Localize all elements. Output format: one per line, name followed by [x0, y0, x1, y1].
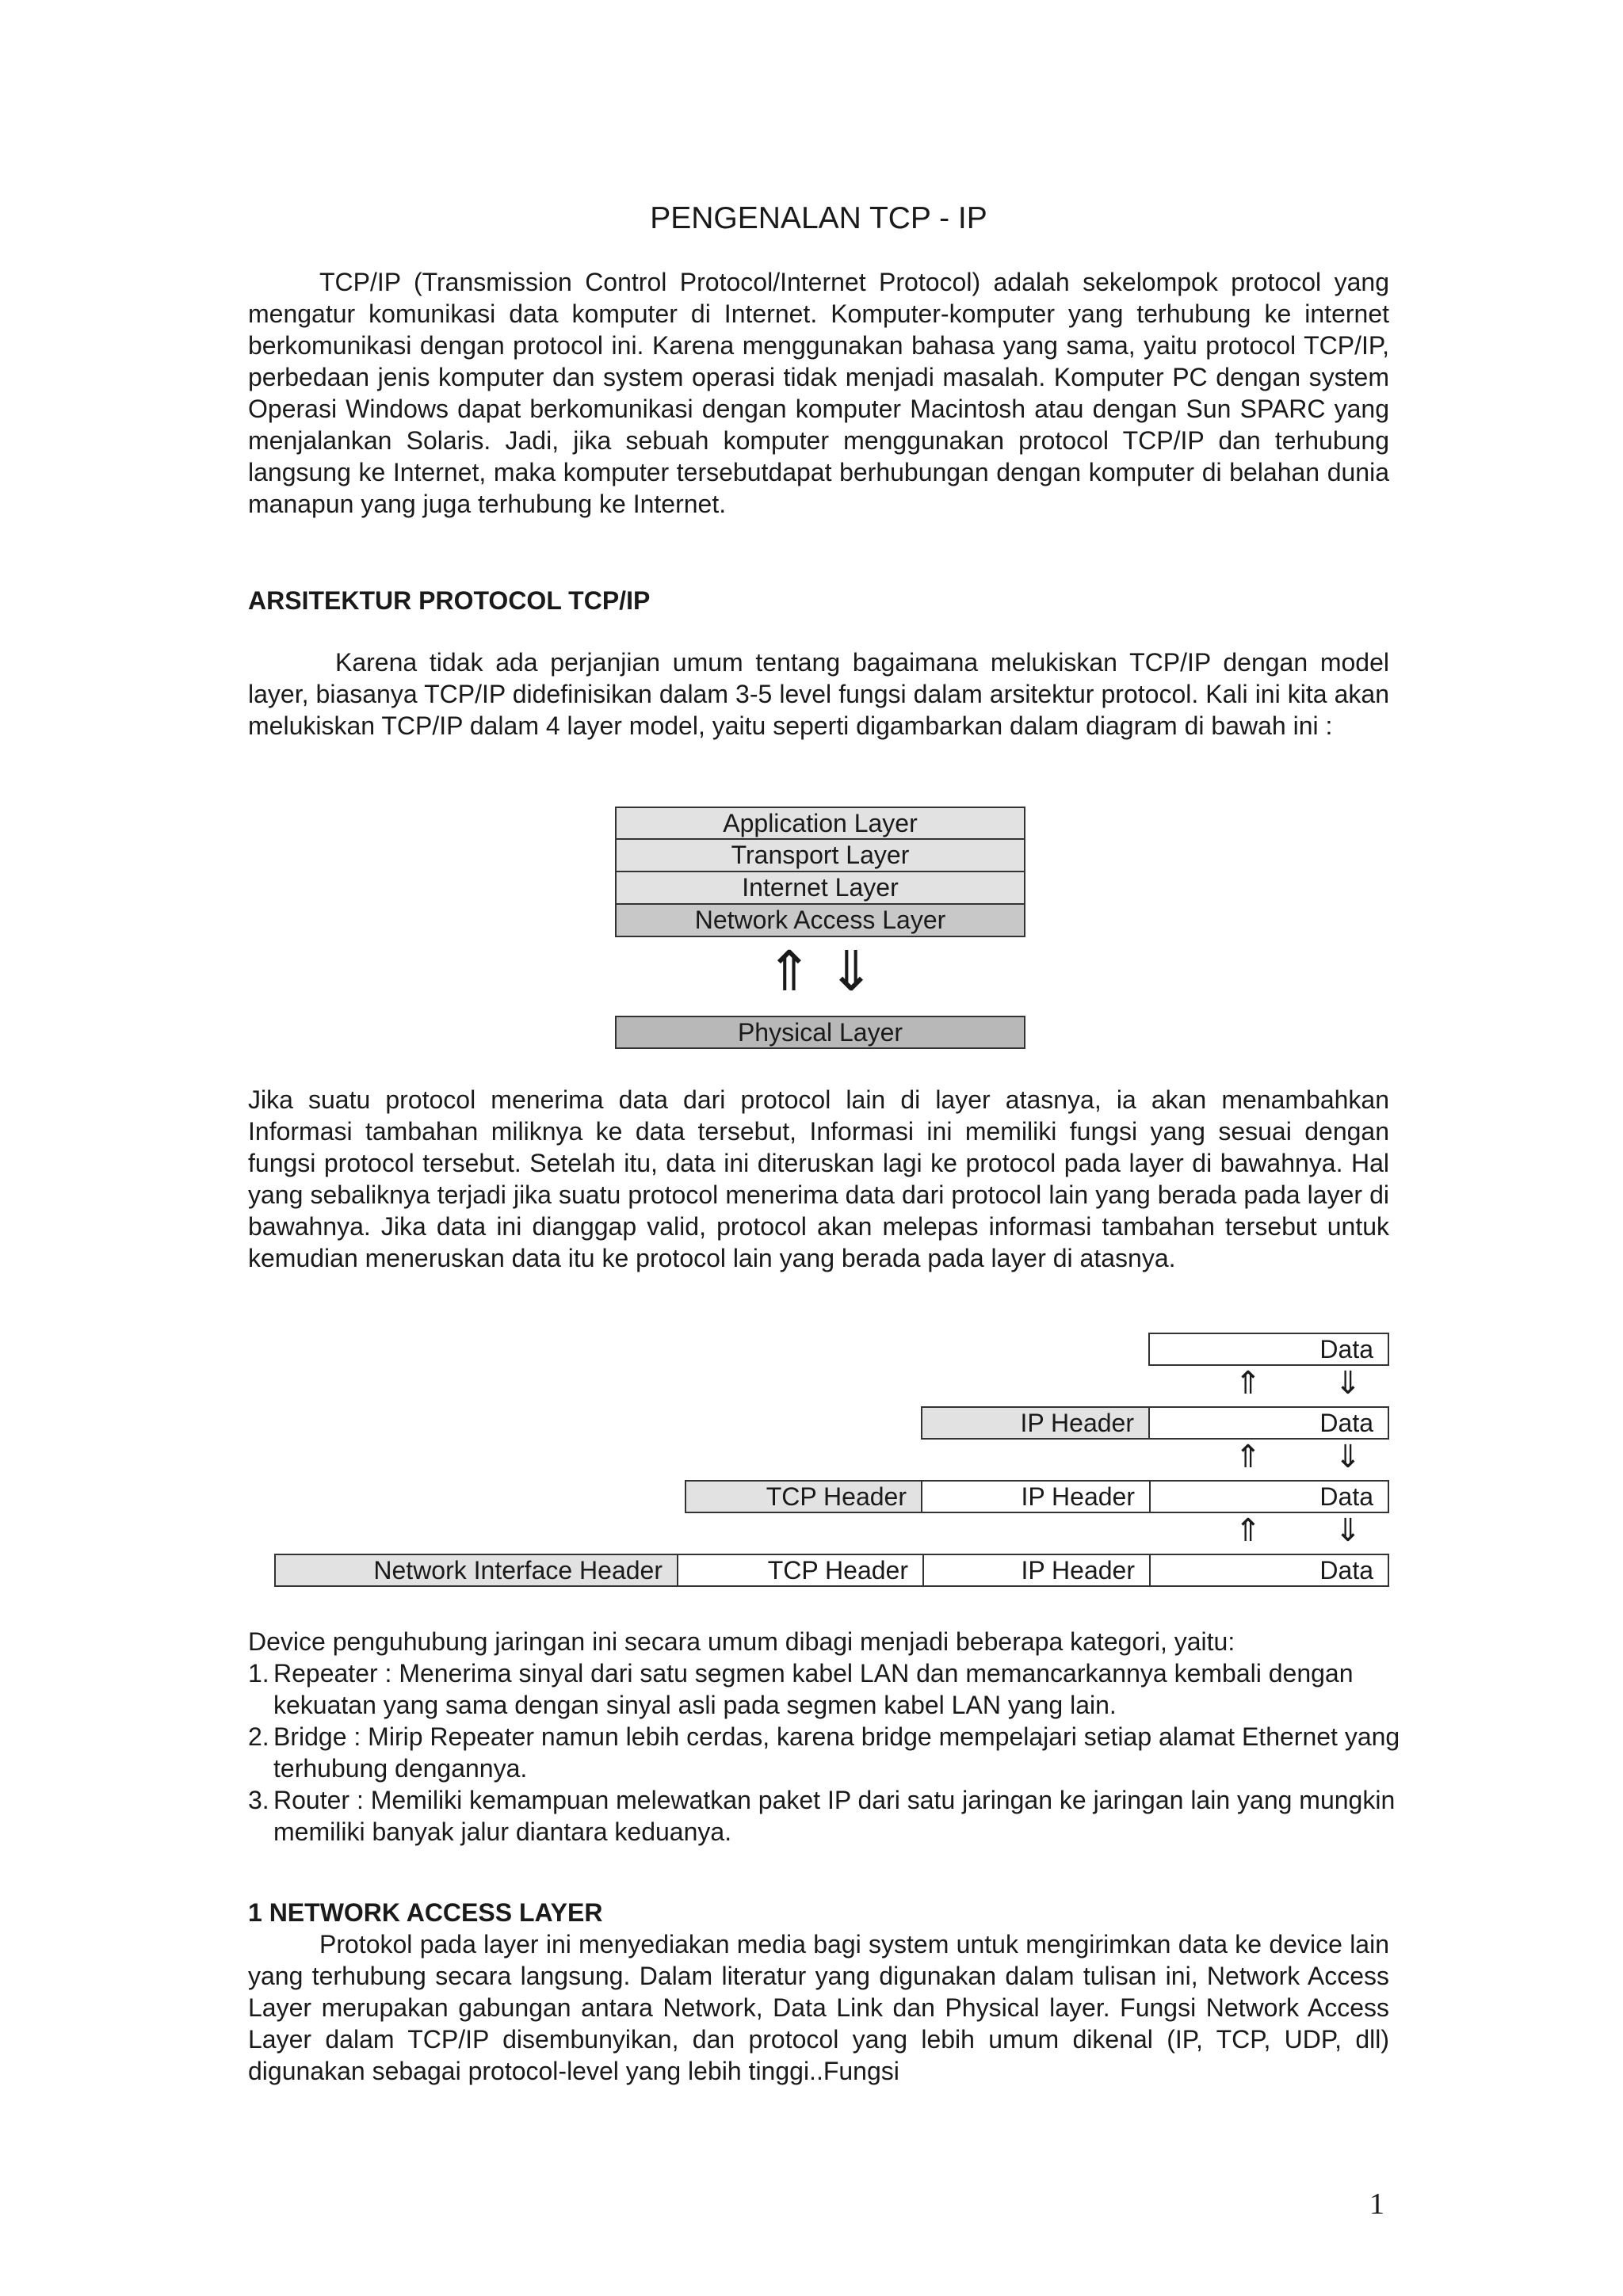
tcpip-layer-stack: [615, 807, 1025, 937]
network-interface-header-cell: Network Interface Header: [274, 1554, 678, 1587]
data-cell: Data: [1149, 1480, 1389, 1513]
ip-header-cell: IP Header: [922, 1554, 1151, 1587]
section-heading-architecture: ARSITEKTUR PROTOCOL TCP/IP: [248, 586, 651, 615]
tcp-header-cell: TCP Header: [685, 1480, 922, 1513]
list-number: 3.: [248, 1786, 269, 1814]
list-text: Repeater : Menerima sinyal dari satu segmen kabel LAN dan memancarkannya kembali dengan kekuatan yang sama dengan sinyal asli pada segmen kabel LAN yang lain.: [273, 1659, 1354, 1719]
tcp-header-cell: TCP Header: [677, 1554, 924, 1587]
arrow-down-icon: ⇓: [1335, 1366, 1361, 1401]
application-layer-box: Application Layer: [615, 807, 1025, 840]
page-number: 1: [1369, 2187, 1384, 2221]
physical-layer-box: Physical Layer: [615, 1016, 1025, 1049]
internet-layer-box: Internet Layer: [615, 872, 1025, 905]
ip-header-cell: IP Header: [921, 1406, 1150, 1440]
intro-paragraph: TCP/IP (Transmission Control Protocol/Internet Protocol) adalah sekelompok protocol yang mengatur komunikasi data komputer di Internet. Komputer-komputer yang terhubung ke internet berkomunikasi dengan protocol ini. Karena menggunakan bahasa yang sama, yaitu protocol TCP/IP, perbedaan jenis komputer dan system operasi tidak menjadi masalah. Komputer PC dengan system Operasi Windows dapat berkomunikasi dengan komputer Macintosh atau dengan Sun SPARC yang menjalankan Solaris. Jadi, jika sebuah komputer menggunakan protocol TCP/IP dan terhubung langsung ke Internet, maka komputer tersebutdapat berhubungan dengan komputer di belahan dunia manapun yang juga terhubung ke Internet.: [248, 268, 1389, 518]
encapsulation-paragraph: Jika suatu protocol menerima data dari protocol lain di layer atasnya, ia akan menambahkan Informasi tambahan miliknya ke data tersebut, Informasi ini memiliki fungsi yang sesuai dengan fungsi protocol tersebut. Setelah itu, data ini diteruskan lagi ke protocol pada layer di bawahnya. Hal yang sebaliknya terjadi jika suatu protocol menerima data dari protocol lain yang berada pada layer di bawahnya. Jika data ini dianggap valid, protocol akan melepas informasi tambahan tersebut untuk kemudian meneruskan data itu ke protocol lain yang berada pada layer di atasnya.: [248, 1085, 1389, 1272]
data-cell: Data: [1148, 1333, 1389, 1366]
arrow-down-icon: ⇓: [1335, 1513, 1361, 1548]
up-down-arrows-icon: ⇑ ⇓: [766, 940, 875, 1002]
list-text: Router : Memiliki kemampuan melewatkan paket IP dari satu jaringan ke jaringan lain yang mungkin memiliki banyak jalur diantara keduanya.: [273, 1786, 1396, 1846]
ip-header-cell: IP Header: [921, 1480, 1151, 1513]
arrow-down-icon: ⇓: [1335, 1440, 1361, 1474]
devices-intro: Device penguhubung jaringan ini secara umum dibagi menjadi beberapa kategori, yaitu:: [248, 1627, 1235, 1656]
network-access-layer-box: Network Access Layer: [615, 905, 1025, 937]
arrow-up-icon: ⇑: [1235, 1513, 1262, 1548]
list-number: 2.: [248, 1722, 269, 1751]
list-item: [248, 1657, 1405, 1721]
arrow-up-icon: ⇑: [1235, 1366, 1262, 1401]
architecture-paragraph: Karena tidak ada perjanjian umum tentang bagaimana melukiskan TCP/IP dengan model layer, biasanya TCP/IP didefinisikan dalam 3-5 level fungsi dalam arsitektur protocol. Kali ini kita akan melukiskan TCP/IP dalam 4 layer model, yaitu seperti digambarkan dalam diagram di bawah ini :: [248, 648, 1389, 740]
network-access-paragraph: Protokol pada layer ini menyediakan media bagi system untuk mengirimkan data ke device lain yang terhubung secara langsung. Dalam literatur yang digunakan dalam tulisan ini, Network Access Layer merupakan gabungan antara Network, Data Link dan Physical layer. Fungsi Network Access Layer dalam TCP/IP disembunyikan, dan protocol yang lebih umum dikenal (IP, TCP, UDP, dll) digunakan sebagai protocol-level yang lebih tinggi..Fungsi: [248, 1930, 1389, 2085]
list-number: 1.: [248, 1659, 269, 1688]
section-heading-network-access: 1 NETWORK ACCESS LAYER: [248, 1898, 603, 1927]
list-item: [248, 1721, 1405, 1784]
data-cell: Data: [1149, 1554, 1389, 1587]
page-title: PENGENALAN TCP - IP: [650, 201, 987, 235]
data-cell: Data: [1148, 1406, 1389, 1440]
arrow-up-icon: ⇑: [1235, 1440, 1262, 1474]
list-item: [248, 1784, 1405, 1848]
list-text: Bridge : Mirip Repeater namun lebih cerdas, karena bridge mempelajari setiap alamat Ethernet yang terhubung dengannya.: [273, 1722, 1400, 1783]
transport-layer-box: Transport Layer: [615, 840, 1025, 872]
